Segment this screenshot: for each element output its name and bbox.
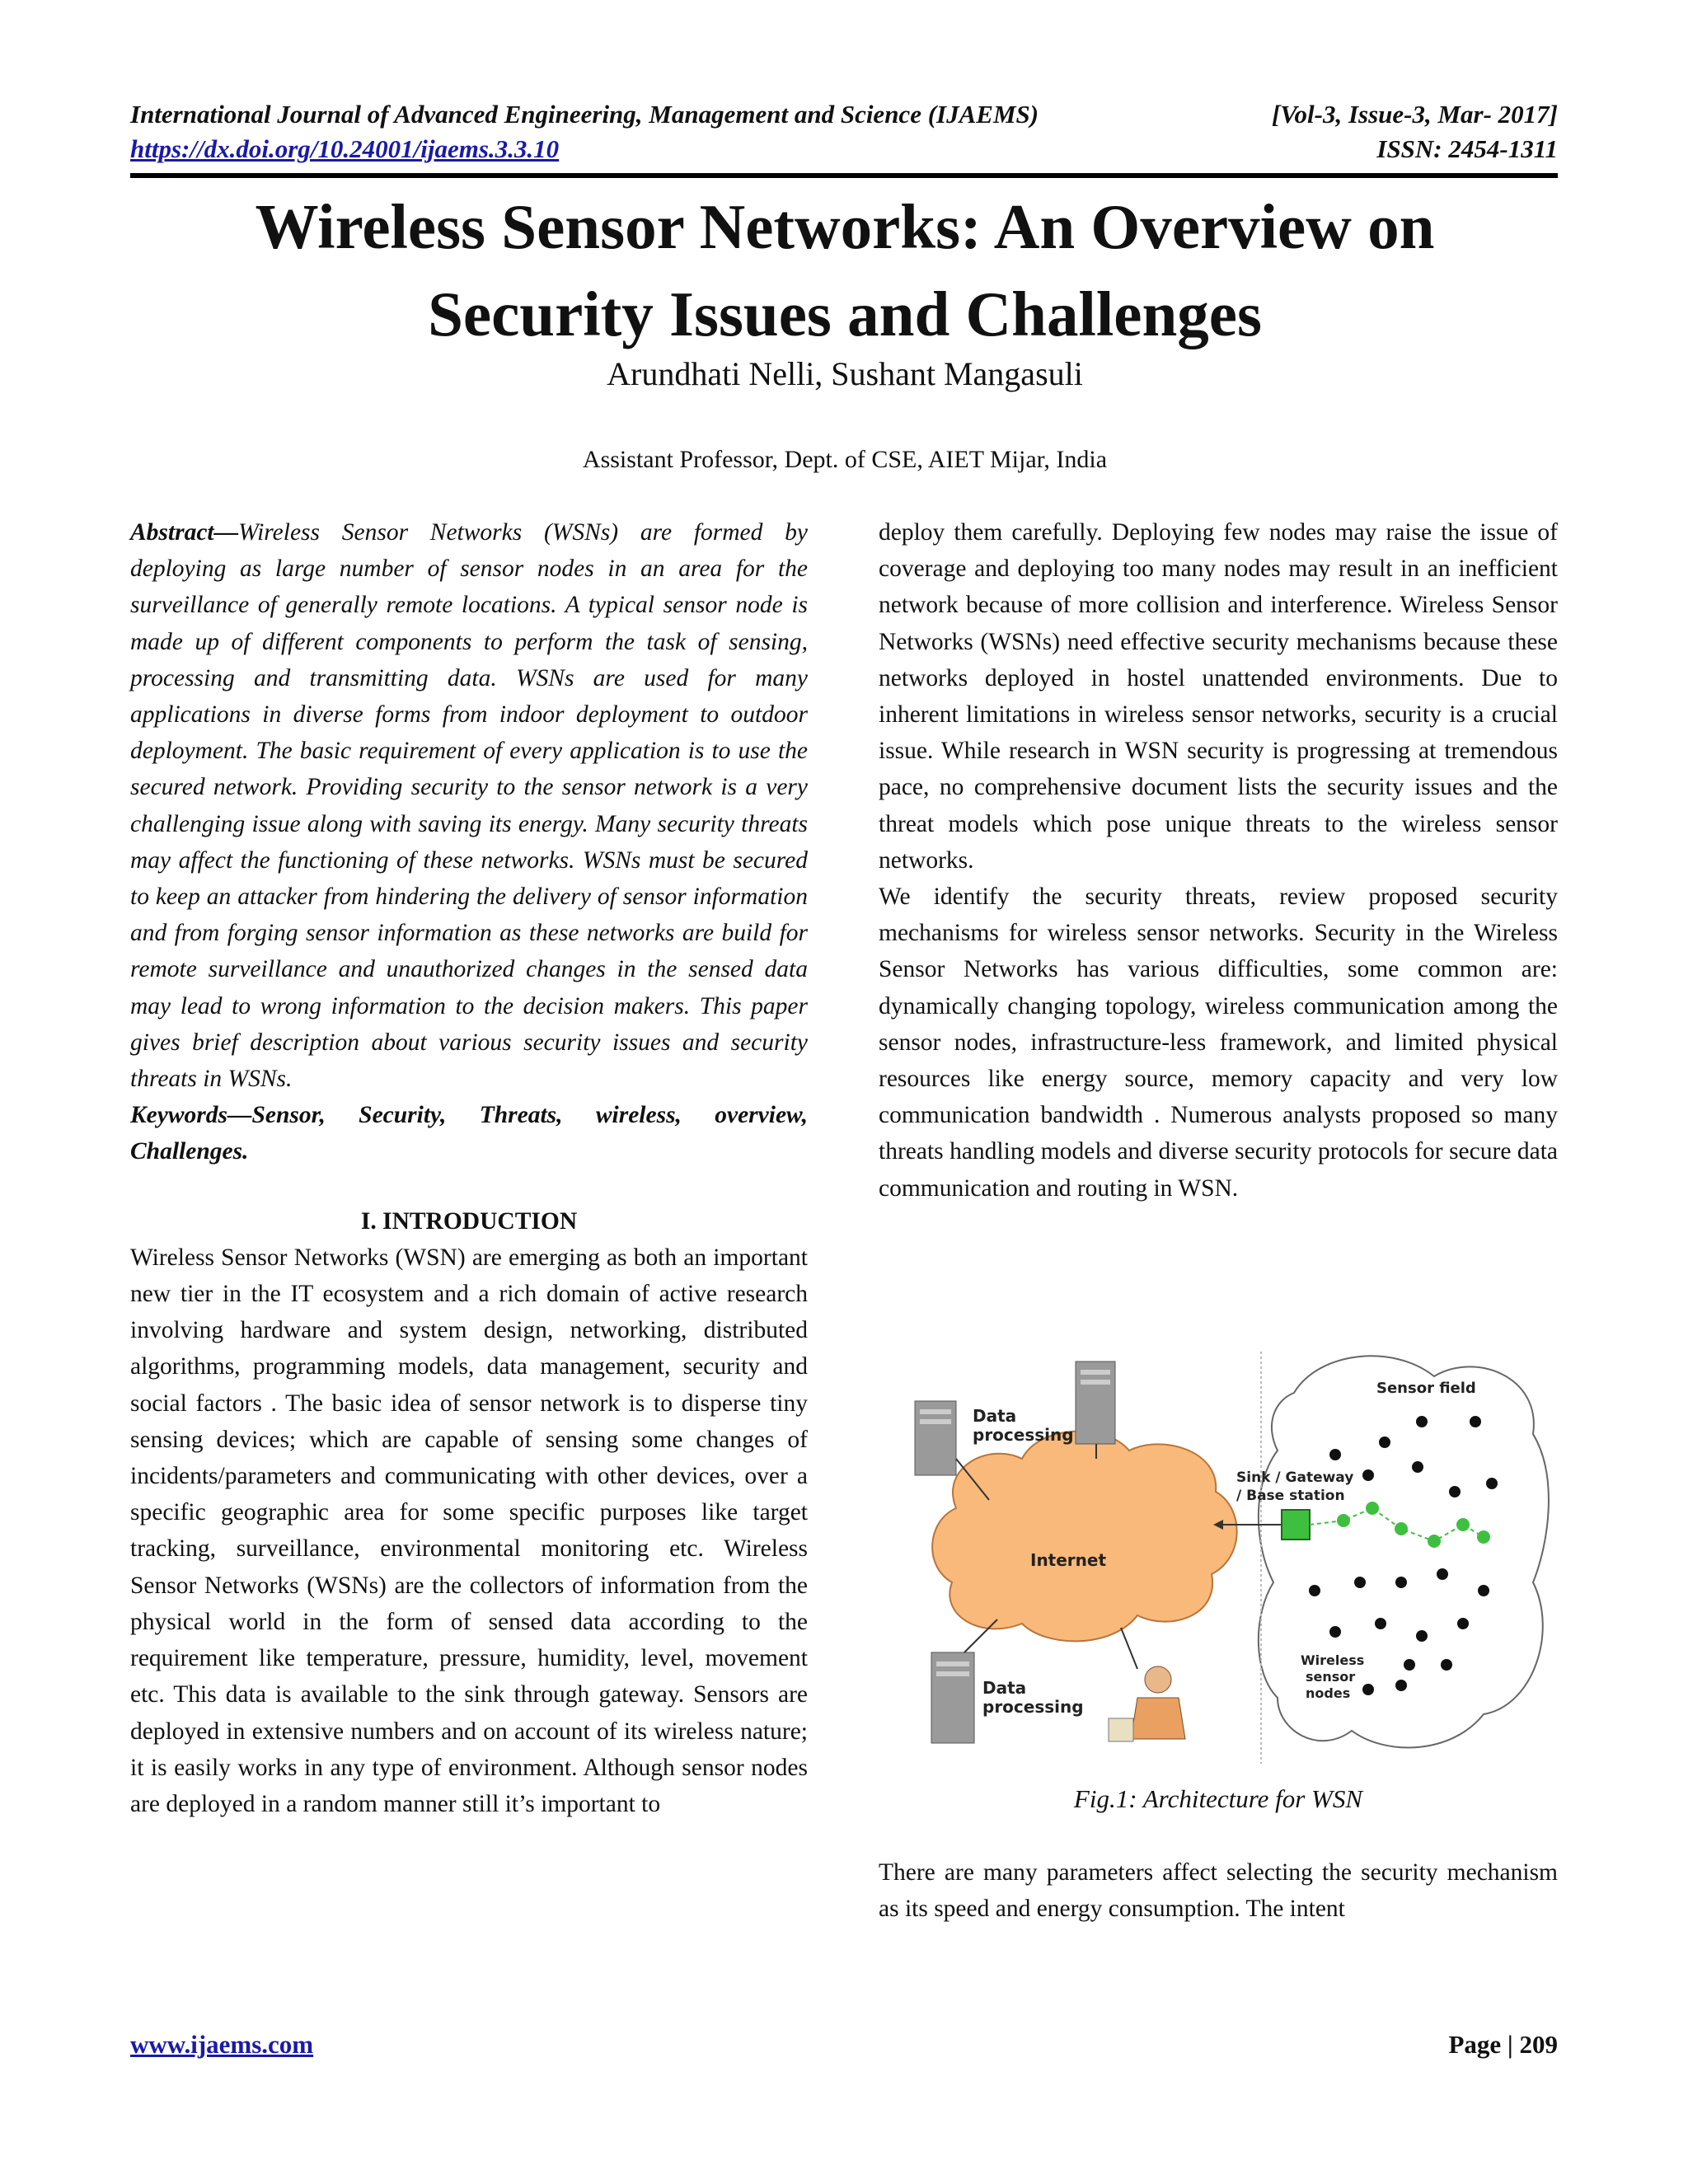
title-line-1: Wireless Sensor Networks: An Overview on bbox=[255, 191, 1435, 262]
intro-heading: I. INTRODUCTION bbox=[360, 1207, 578, 1235]
keywords: Keywords—Sensor, Security, Threats, wireless, overview, Challenges. bbox=[130, 1102, 808, 1165]
right-paragraph-1: deploy them carefully. Deploying few nodes may raise the issue of coverage and deploying too many nodes may result in an inefficient network because of more collision and interference. Wireless Sensor Networks (WSNs) need effective security mechanisms because these networks deployed in hostel unattended environments. Due to inherent limitations in wireless sensor networks, security is a crucial issue. While research in WSN security is progressing at tremendous pace, no comprehensive document lists the security issues and the threat models which pose unique threats to the wireless sensor networks. bbox=[879, 519, 1558, 874]
abstract-label: Abstract bbox=[130, 519, 214, 546]
label-internet: Internet bbox=[1030, 1550, 1107, 1570]
right-paragraph-2: We identify the security threats, review proposed security mechanisms for wireless sensor networks. Security in the Wireless Sensor Networks has various difficulties, some common are: dynamically changing topology, wireless communication among the sensor nodes, infrastructure-less framework, and limited physical resources like energy source, memory capacity and very low communication bandwidth . Numerous analysts proposed so many threats handling models and diverse security protocols for secure data communication and routing in WSN. bbox=[879, 883, 1558, 1202]
label-sink-1: Sink / Gateway bbox=[1236, 1469, 1354, 1486]
server-icon-top bbox=[1076, 1361, 1115, 1444]
right-column-bottom bbox=[879, 1854, 1558, 1927]
label-wireless-3: nodes bbox=[1306, 1685, 1351, 1701]
issn: ISSN: 2454-1311 bbox=[1376, 134, 1558, 163]
issue-info: [Vol-3, Issue-3, Mar- 2017] bbox=[1271, 100, 1558, 129]
label-sink-2: / Base station bbox=[1236, 1488, 1345, 1504]
abstract-dash: — bbox=[213, 519, 239, 546]
connector bbox=[1121, 1628, 1137, 1669]
journal-name: International Journal of Advanced Engineering, Management and Science (IJAEMS) bbox=[130, 100, 1039, 129]
wsn-architecture-figure bbox=[907, 1343, 1550, 1772]
server-icon-bottom bbox=[931, 1652, 974, 1743]
figure-caption: Fig.1: Architecture for WSN bbox=[1073, 1784, 1363, 1813]
right-column bbox=[879, 514, 1558, 1207]
server-icon-left bbox=[915, 1401, 956, 1475]
page-number: Page | 209 bbox=[1448, 2030, 1558, 2059]
right-paragraph-3: There are many parameters affect selecting the security mechanism as its speed and energy consumption. The intent bbox=[879, 1859, 1558, 1923]
abstract-text: Wireless Sensor Networks (WSNs) are formed by deploying as large number of sensor nodes in an area for the surveillance of generally remote locations. A typical sensor node is made up of different components to perform the task of sensing, processing and transmitting data. WSNs are used for many applications in diverse forms from indoor deployment to outdoor deployment. The basic requirement of every application is to use the secured network. Providing security to the sensor network is a very challenging issue along with saving its energy. Many security threats may affect the functioning of these networks. WSNs must be secured to keep an attacker from hindering the delivery of sensor information and from forging sensor information as these networks are build for remote surveillance and unauthorized changes in the sensed data may lead to wrong information to the decision makers. This paper gives brief description about various security issues and security threats in WSNs. bbox=[130, 519, 808, 1093]
title-line-2: Security Issues and Challenges bbox=[428, 279, 1262, 349]
footer-website-link[interactable]: www.ijaems.com bbox=[130, 2030, 314, 2059]
paper-title bbox=[124, 183, 1566, 358]
intro-paragraph: Wireless Sensor Networks (WSN) are emerging as both an important new tier in the IT ecosystem and a rich domain of active research involving hardware and system design, networking, distributed algorithms, programming models, data management, security and social factors . The basic idea of sensor network is to disperse tiny sensing devices; which are capable of sensing some changes of incidents/parameters and communicating with other devices, over a specific geographic area for some specific purposes like target tracking, surveillance, environmental monitoring etc. Wireless Sensor Networks (WSNs) are the collectors of information from the physical world in the form of sensed data according to the requirement like temperature, pressure, humidity, level, movement etc. This data is available to the sink through gateway. Sensors are deployed in extensive numbers and on account of its wireless nature; it is easily works in any type of environment. Although sensor nodes are deployed in a random manner still it’s important to bbox=[130, 1244, 808, 1817]
label-sensor-field: Sensor field bbox=[1376, 1380, 1476, 1397]
internet-cloud bbox=[932, 1432, 1237, 1642]
label-data-processing-bottom-2: processing bbox=[982, 1697, 1084, 1717]
label-data-processing-bottom-1: Data bbox=[982, 1678, 1027, 1698]
label-wireless-2: sensor bbox=[1306, 1669, 1356, 1685]
affiliation: Assistant Professor, Dept. of CSE, AIET Mijar, India bbox=[582, 446, 1108, 473]
page-header bbox=[130, 97, 1558, 166]
user-icon bbox=[1109, 1666, 1185, 1741]
doi-link[interactable]: https://dx.doi.org/10.24001/ijaems.3.3.10 bbox=[130, 134, 560, 163]
authors: Arundhati Nelli, Sushant Mangasuli bbox=[607, 355, 1083, 392]
label-data-processing-top-2: processing bbox=[973, 1425, 1074, 1445]
left-column bbox=[130, 514, 808, 1822]
label-wireless-1: Wireless bbox=[1301, 1652, 1365, 1668]
gateway-node bbox=[1282, 1510, 1310, 1540]
header-rule bbox=[130, 173, 1558, 178]
label-data-processing-top-1: Data bbox=[973, 1406, 1017, 1426]
abstract bbox=[130, 514, 808, 1097]
